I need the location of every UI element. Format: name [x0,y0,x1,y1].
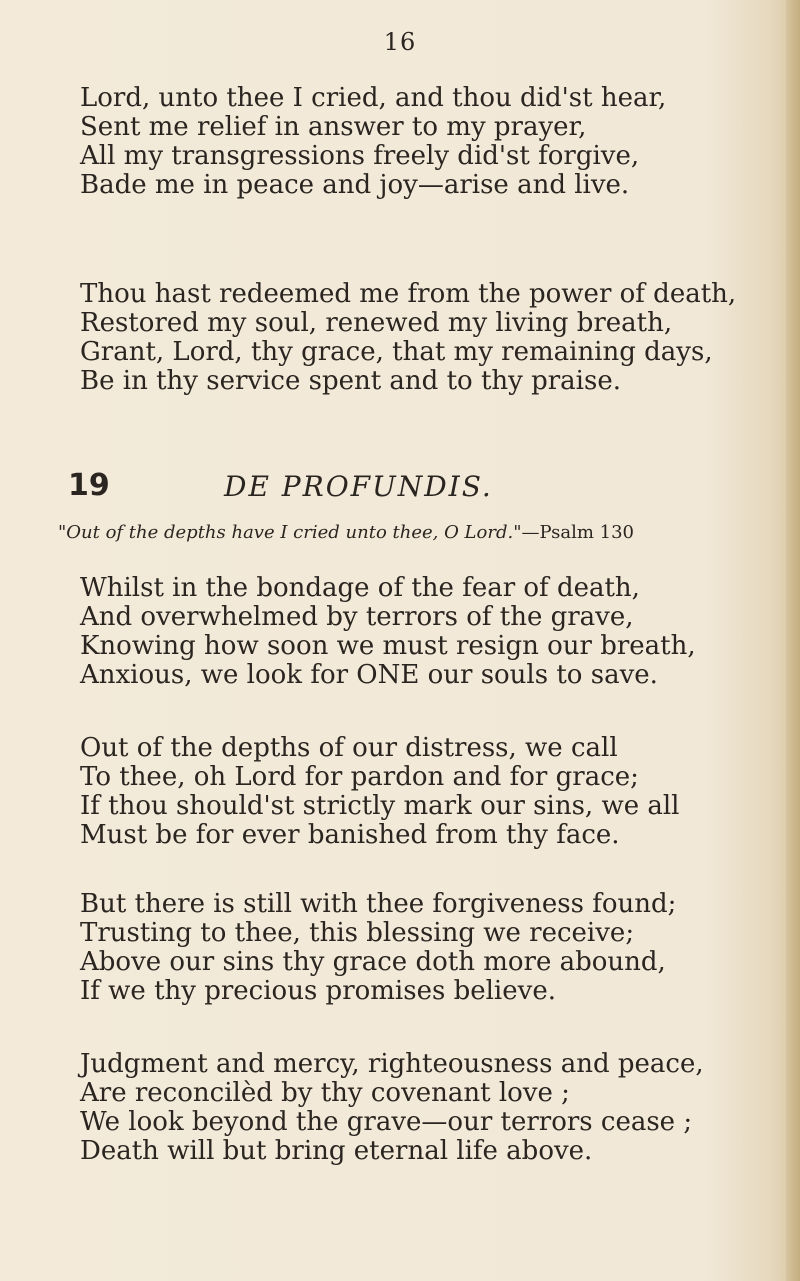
verse-line: Above our sins thy grace doth more abound, [80,947,666,977]
stanza-1 [80,84,666,200]
verse-line: Must be for ever banished from thy face. [80,820,620,850]
verse-line: Judgment and mercy, righteousness and peace, [80,1049,704,1079]
hymn-stanza-1 [80,574,696,690]
verse-line: Anxious, we look for ONE our souls to save. [80,660,658,690]
epigraph-quote: "Out of the depths have I cried unto thee, O Lord." [58,522,522,543]
verse-line: Are reconcilèd by thy covenant love ; [80,1078,570,1108]
epigraph-source: —Psalm 130 [521,522,634,543]
epigraph [58,522,798,543]
hymn-number: 19 [68,468,110,503]
verse-line: Restored my soul, renewed my living breath, [80,308,673,338]
verse-line: Lord, unto thee I cried, and thou did'st hear, [80,83,667,113]
hymn-title: DE PROFUNDIS. [224,470,493,503]
hymn-stanza-3 [80,890,676,1006]
verse-line: And overwhelmed by terrors of the grave, [80,602,634,632]
hymn-stanza-2 [80,734,680,850]
verse-line: Thou hast redeemed me from the power of death, [80,279,737,309]
verse-line: To thee, oh Lord for pardon and for grace; [80,762,639,792]
verse-line: Bade me in peace and joy—arise and live. [80,170,630,200]
verse-line: Knowing how soon we must resign our breath, [80,631,696,661]
hymn-heading [68,468,768,508]
verse-line: If we thy precious promises believe. [80,976,556,1006]
verse-line: Death will but bring eternal life above. [80,1136,593,1166]
hymn-stanza-4 [80,1050,704,1166]
page-number: 16 [383,28,417,56]
verse-line: Sent me relief in answer to my prayer, [80,112,587,142]
page-edge [786,0,800,1281]
verse-line: Whilst in the bondage of the fear of death, [80,573,640,603]
verse-line: All my transgressions freely did'st forgive, [80,141,640,171]
verse-line: But there is still with thee forgiveness found; [80,889,677,919]
stanza-2 [80,280,736,396]
verse-line: Grant, Lord, thy grace, that my remaining days, [80,337,713,367]
verse-line: We look beyond the grave—our terrors cease ; [80,1107,693,1137]
verse-line: If thou should'st strictly mark our sins, we all [80,791,680,821]
verse-line: Be in thy service spent and to thy praise. [80,366,621,396]
verse-line: Out of the depths of our distress, we call [80,733,618,763]
verse-line: Trusting to thee, this blessing we receive; [80,918,635,948]
